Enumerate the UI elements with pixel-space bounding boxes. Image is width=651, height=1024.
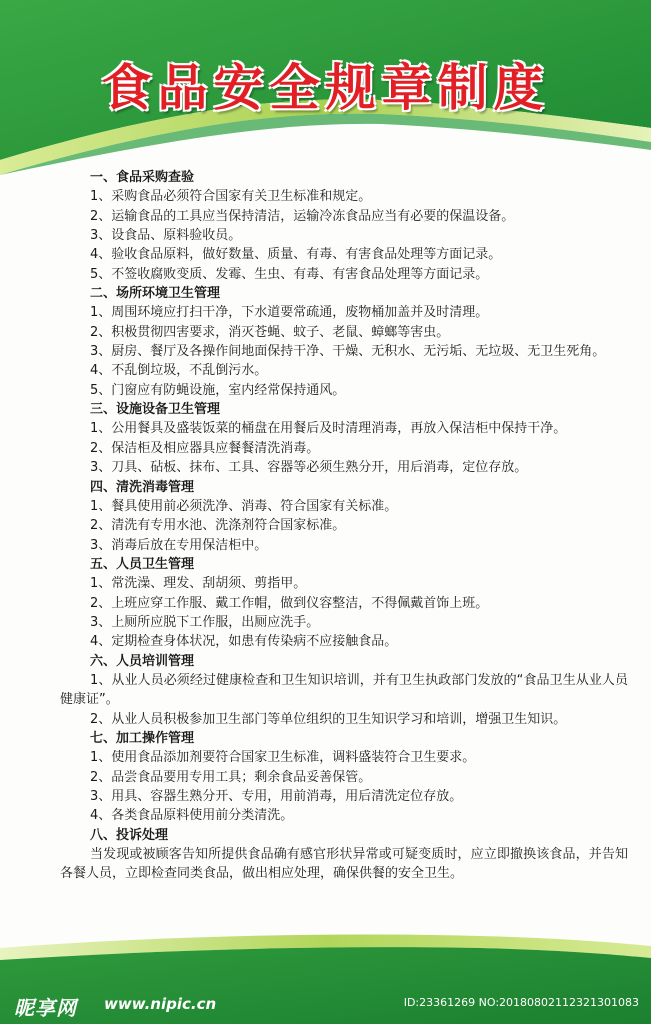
- list-item: 4、不乱倒垃圾，不乱倒污水。: [90, 363, 268, 379]
- list-item: 3、厨房、餐厅及各操作间地面保持干净、干燥、无积水、无污垢、无垃圾、无卫生死角。: [90, 344, 606, 360]
- list-item: 3、刀具、砧板、抹布、工具、容器等必须生熟分开，用后消毒，定位存放。: [90, 460, 528, 476]
- watermark-id: ID:23361269 NO:20180802112321301083: [403, 996, 639, 1009]
- section-7: [60, 729, 628, 826]
- list-item: 1、餐具使用前必须洗净、消毒、符合国家有关标准。: [90, 498, 398, 514]
- list-item: 2、保洁柜及相应器具应餐餐清洗消毒。: [90, 440, 320, 456]
- section-heading: 四、清洗消毒管理: [90, 479, 195, 495]
- list-item: 1、采购食品必须符合国家有关卫生标准和规定。: [90, 189, 372, 205]
- list-item: 1、使用食品添加剂要符合国家卫生标准，调料盛装符合卫生要求。: [90, 750, 476, 766]
- list-item: 当发现或被顾客告知所提供食品确有感官形状异常或可疑变质时，应立即撤换该食品，并告知各餐人员，立即检查同类食品，做出相应处理，确保供餐的安全卫生。: [60, 847, 628, 882]
- section-2: [60, 284, 628, 400]
- watermark-url: www.nipic.cn: [104, 995, 217, 1013]
- list-item: 5、门窗应有防蝇设施，室内经常保持通风。: [90, 382, 346, 398]
- section-4: [60, 478, 628, 555]
- list-item: 3、用具、容器生熟分开、专用，用前消毒，用后清洗定位存放。: [90, 789, 463, 804]
- footer-banner: [0, 928, 651, 1024]
- list-item: 2、清洗有专用水池、洗涤剂符合国家标准。: [90, 518, 346, 534]
- list-item: 1、从业人员必须经过健康检查和卫生知识培训，并有卫生执政部门发放的“食品卫生从业人员健康证”。: [60, 672, 628, 708]
- list-item: 2、积极贯彻四害要求，消灭苍蝇、蚊子、老鼠、蟑螂等害虫。: [90, 324, 450, 340]
- list-item: 4、定期检查身体状况，如患有传染病不应接触食品。: [90, 634, 398, 650]
- list-item: 3、消毒后放在专用保洁柜中。: [90, 537, 268, 553]
- section-5: [60, 555, 628, 652]
- section-heading: 五、人员卫生管理: [90, 556, 195, 572]
- section-6: [60, 652, 628, 729]
- section-heading: 七、加工操作管理: [90, 730, 195, 746]
- list-item: 2、品尝食品要用专用工具；剩余食品妥善保管。: [90, 769, 372, 785]
- section-heading: 三、设施设备卫生管理: [90, 402, 221, 418]
- section-8: [60, 826, 628, 884]
- list-item: 1、公用餐具及盛装饭菜的桶盘在用餐后及时清理消毒，再放入保洁柜中保持干净。: [90, 421, 567, 437]
- section-3: [60, 400, 628, 477]
- list-item: 3、上厕所应脱下工作服，出厕应洗手。: [90, 614, 320, 630]
- list-item: 2、从业人员积极参加卫生部门等单位组织的卫生知识学习和培训，增强卫生知识。: [90, 711, 567, 727]
- section-heading: 二、场所环境卫生管理: [90, 286, 221, 302]
- section-heading: 八、投诉处理: [90, 827, 169, 843]
- list-item: 2、上班应穿工作服、戴工作帽，做到仪容整洁，不得佩戴首饰上班。: [90, 595, 489, 611]
- section-heading: 六、人员培训管理: [90, 653, 195, 669]
- section-heading: 一、食品采购查验: [90, 170, 195, 185]
- list-item: 1、周围环境应打扫干净，下水道要常疏通，废物桶加盖并及时清理。: [90, 305, 489, 321]
- list-item: 3、设食品、原料验收员。: [90, 228, 242, 244]
- list-item: 1、常洗澡、理发、刮胡须、剪指甲。: [90, 576, 307, 592]
- list-item: 4、各类食品原料使用前分类清洗。: [90, 808, 294, 824]
- list-item: 4、验收食品原料，做好数量、质量、有毒、有害食品处理等方面记录。: [90, 247, 502, 263]
- list-item: 5、不签收腐败变质、发霉、生虫、有毒、有害食品处理等方面记录。: [90, 266, 489, 282]
- list-item: 2、运输食品的工具应当保持清洁，运输冷冻食品应当有必要的保温设备。: [90, 208, 515, 224]
- watermark-logo: 昵享网: [14, 996, 77, 1020]
- section-1: [60, 168, 628, 284]
- rules-content: [60, 168, 628, 884]
- page-title: 食品安全规章制度: [101, 59, 550, 117]
